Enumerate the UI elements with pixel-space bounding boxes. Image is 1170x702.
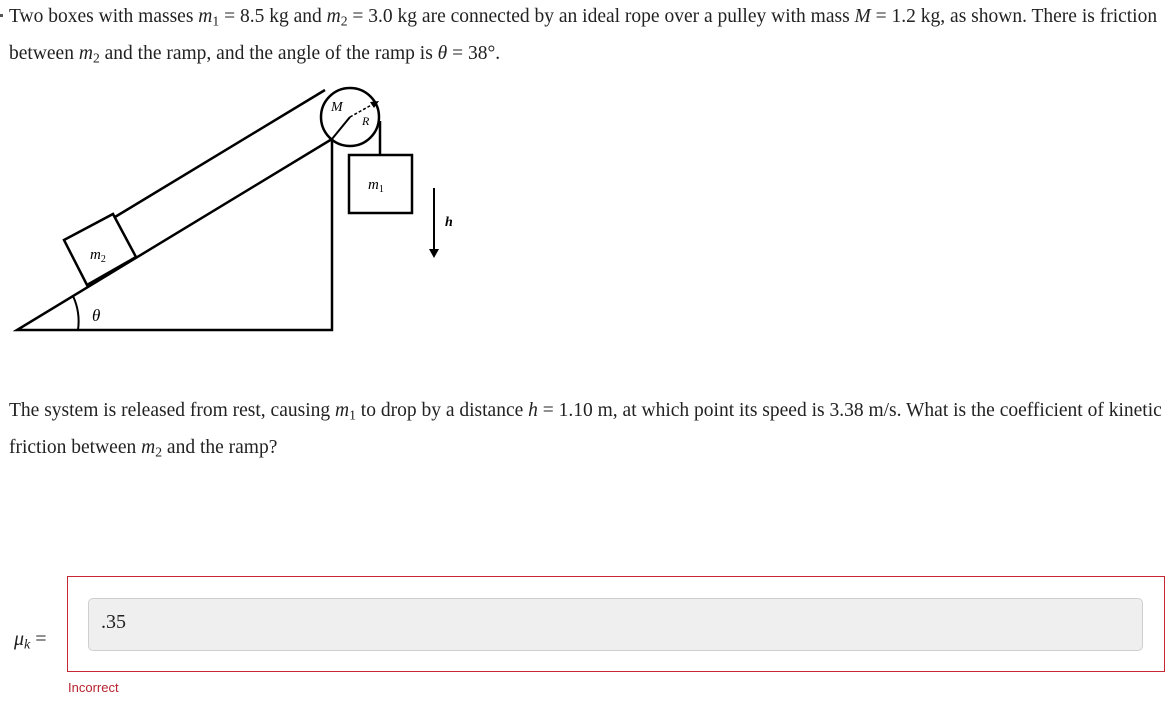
bullet-dot bbox=[0, 14, 3, 17]
answer-variable-label: $\mu_k$ = bbox=[14, 628, 47, 653]
angle-arc bbox=[73, 296, 79, 330]
problem-statement-1: Two boxes with masses $m_1 = 8.5$ kg and $m_2 = 3.0$ kg are connected by an ideal rope over a pulley with mass M = 1.2 kg, as shown. There is friction between $m_2$ and the ramp, and the angle of the ramp is θ = 38°. bbox=[9, 6, 1158, 66]
theta-label: θ bbox=[92, 306, 101, 325]
box-m2-label: $m_2$ bbox=[90, 247, 106, 265]
answer-status-text: Incorrect bbox=[68, 680, 119, 695]
ramp-pulley-diagram bbox=[0, 80, 480, 340]
box-m1-label: $m_1$ bbox=[368, 177, 384, 195]
h-label: h bbox=[445, 215, 453, 230]
radius-label: R bbox=[362, 114, 370, 128]
h-arrowhead bbox=[429, 249, 439, 258]
answer-input[interactable]: .35 bbox=[88, 598, 1143, 651]
problem-statement-2: The system is released from rest, causing $m_1$ to drop by a distance h = 1.10 m, at which point its speed is 3.38 m/s. What is the coefficient of kinetic friction between $m_2$ and the ramp? bbox=[9, 400, 1162, 460]
ramp bbox=[17, 139, 332, 330]
pulley-mass-label: M bbox=[331, 100, 343, 115]
rope-ramp bbox=[115, 90, 325, 217]
